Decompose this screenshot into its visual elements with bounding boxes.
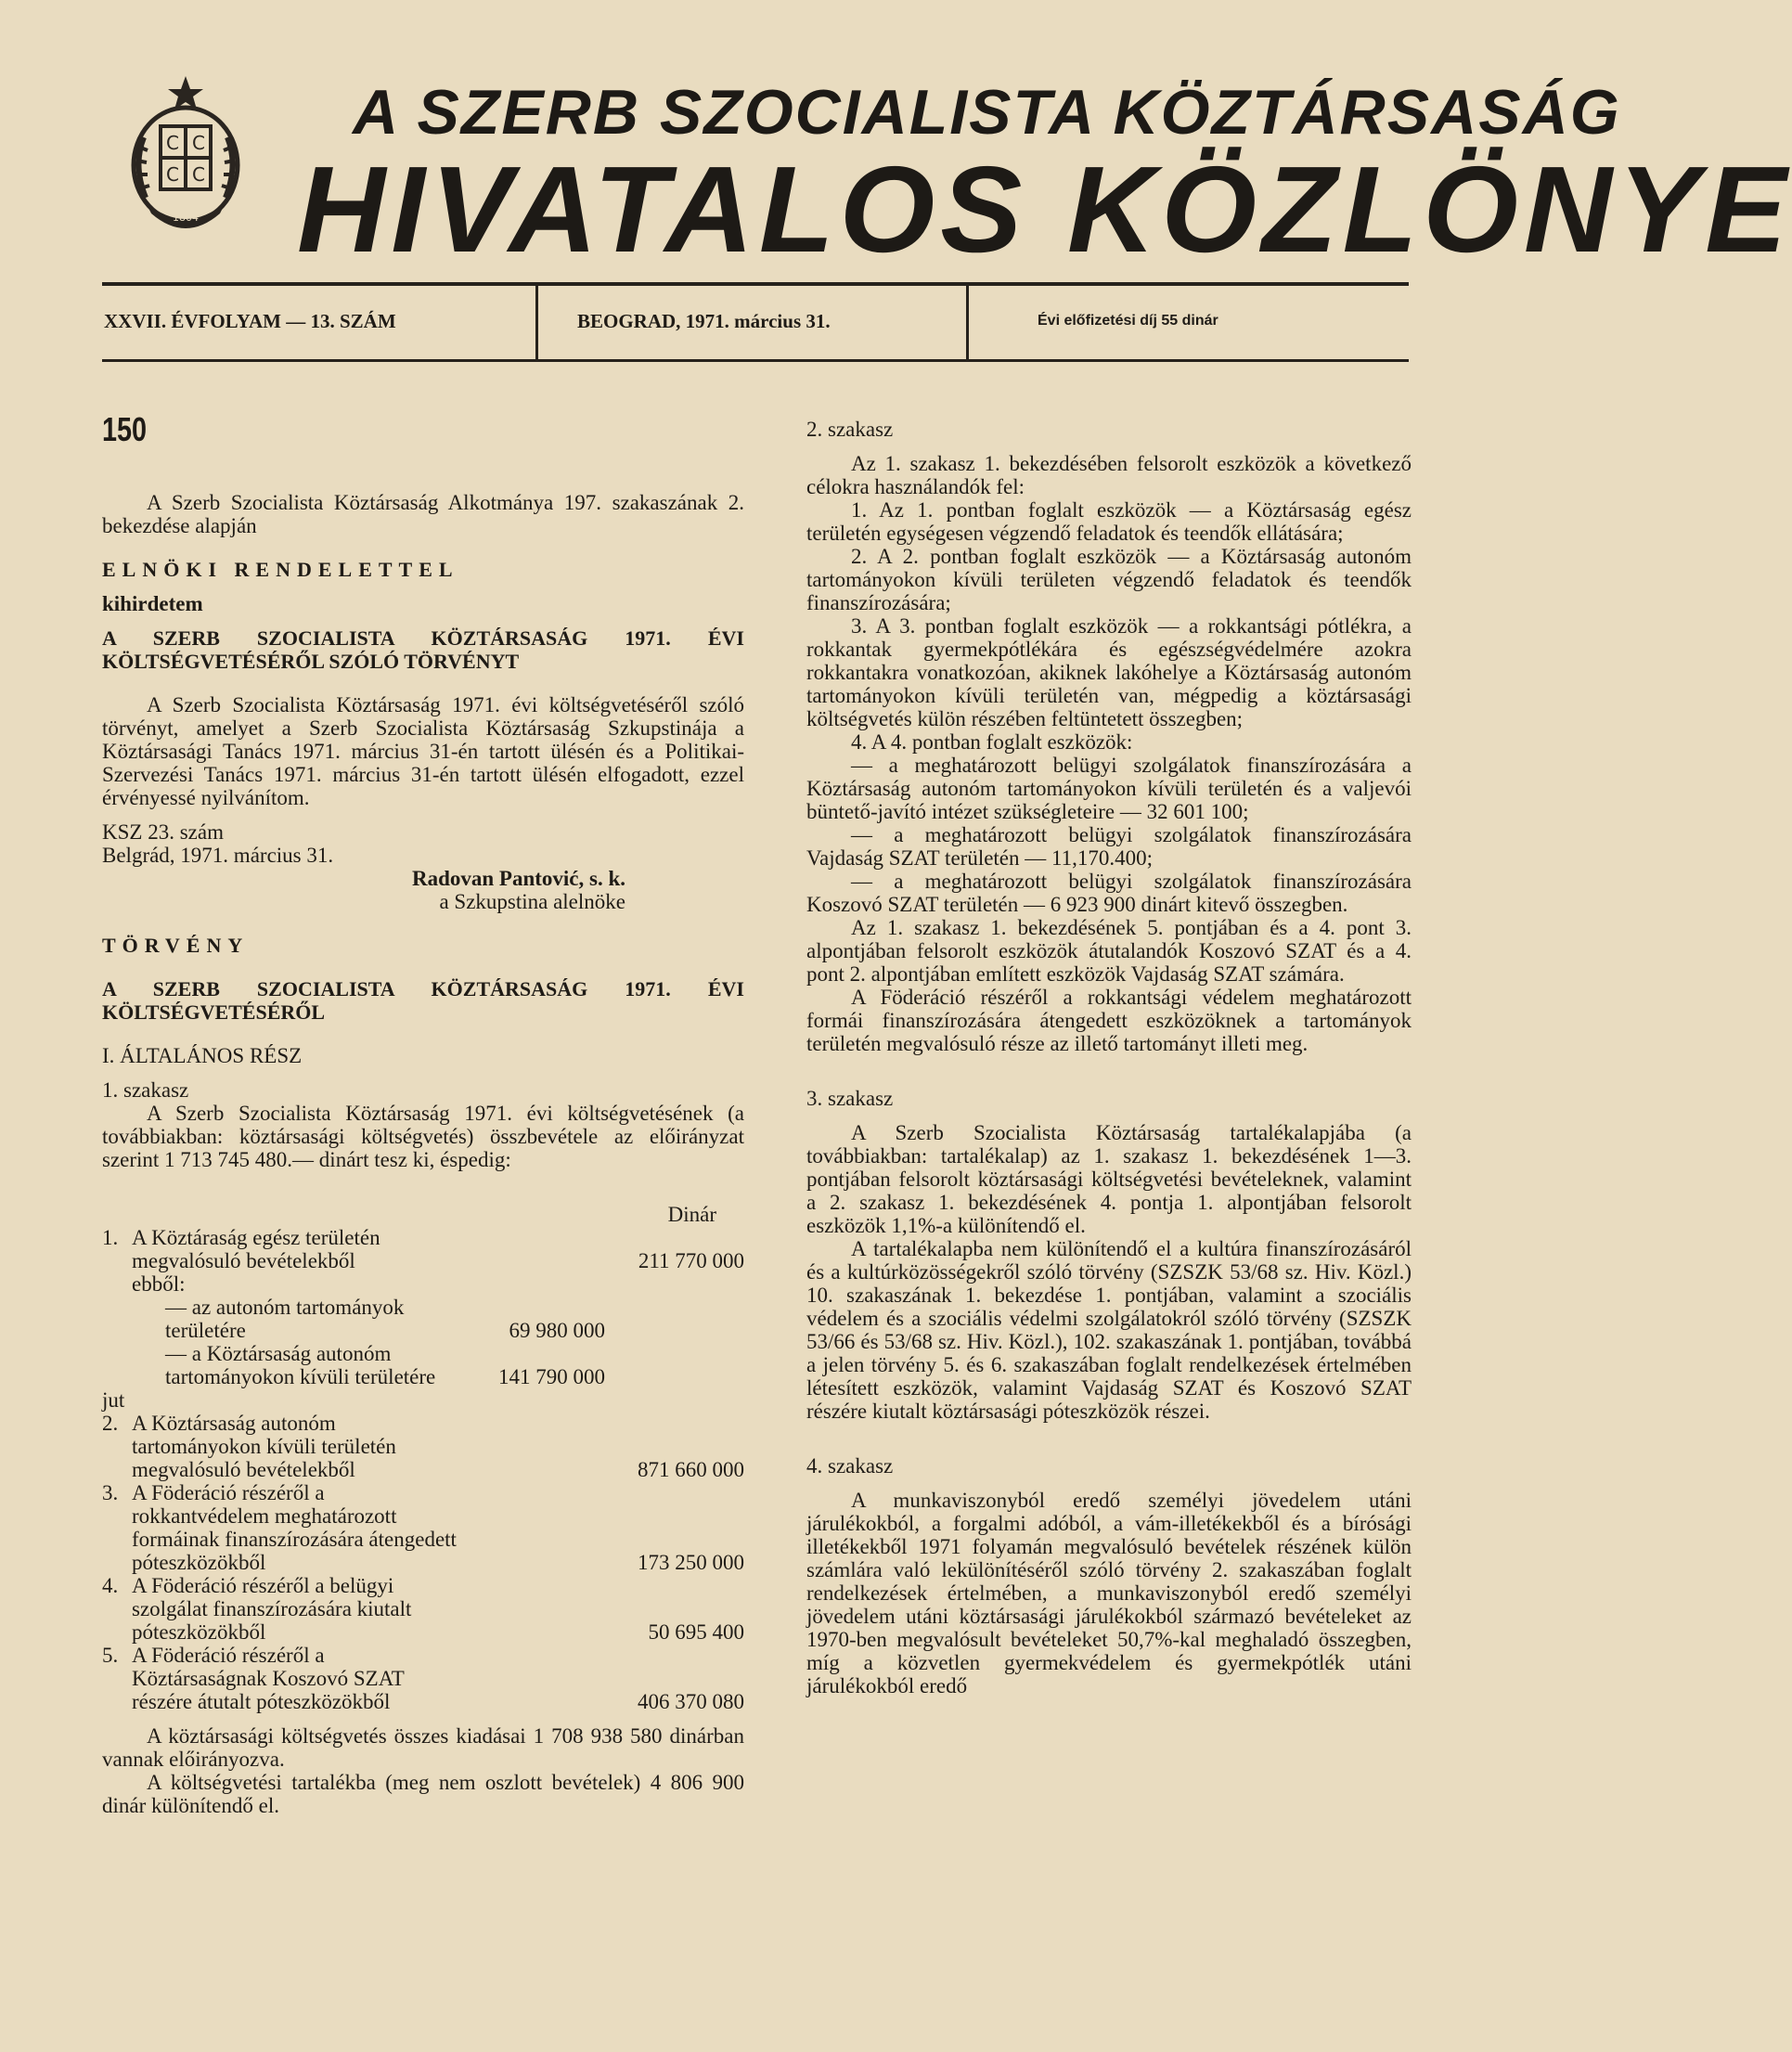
- law-title: A SZERB SZOCIALISTA KÖZTÁRSASÁG 1971. ÉVI KÖLTSÉGVETÉSÉRŐL: [102, 977, 744, 1024]
- expenditure-paragraph: A köztársasági költségvetés összes kiadásai 1 708 938 580 dinárban vannak előirányozva.: [102, 1724, 744, 1771]
- section3-paragraph: A Szerb Szocialista Köztársaság tartalékalapjába (a továbbiakban: tartalékalap) az 1. szakasz 1. bekezdésének 1—3. pontjában felsorolt köztársasági költségvetési bevételeknek, valamint a 2. szakasz 1. bekezdésének 4. pontja 1. alpontjában felsorolt eszközök 1,1%-a különítendő el.: [806, 1121, 1412, 1237]
- table-row: [102, 1272, 744, 1296]
- section2-paragraph: — a meghatározott belügyi szolgálatok finanszírozására a Köztársaság autonóm tartományokon kívüli területén és a valjevói büntető-javító intézet szükségleteire — 32 601 100;: [806, 754, 1412, 823]
- section2-paragraph: A Föderáció részéről a rokkantsági védelem meghatározott formái finanszírozására átengedett eszközöknek a tartományok területén megvalósuló része az illető tartományt illeti meg.: [806, 986, 1412, 1055]
- table-row: 4. A Föderáció részéről a belügyi szolgálat finanszírozására kiutalt póteszközökből 50 695 400: [102, 1574, 744, 1644]
- revenue-table: [102, 1226, 744, 1713]
- signature-place-date: Belgrád, 1971. március 31.: [102, 844, 334, 867]
- section2-paragraph: Az 1. szakasz 1. bekezdésének 5. pontjában és a 4. pont 3. alpontjában felsorolt eszközök átutalandók Koszovó SZAT és a 4. pont 2. alpontjában említett eszközök Vajdaság SZAT számára.: [806, 916, 1412, 986]
- section2-paragraph: — a meghatározott belügyi szolgálatok finanszírozására Vajdaság SZAT területén — 11,170.400;: [806, 823, 1412, 870]
- masthead-title-top: A SZERB SZOCIALISTA KÖZTÁRSASÁG: [353, 77, 1621, 148]
- law-title-promulgated: A SZERB SZOCIALISTA KÖZTÁRSASÁG 1971. ÉVI KÖLTSÉGVETÉSÉRŐL SZÓLÓ TÖRVÉNYT: [102, 626, 744, 673]
- svg-text:С: С: [192, 163, 205, 186]
- emblem-ribbon-text: 1804: [173, 212, 199, 224]
- table-row: 5. A Föderáció részéről a Köztársaságnak Koszovó SZAT részére átutalt póteszközökből 406 370 080: [102, 1644, 744, 1713]
- decree-heading: ELNÖKI RENDELETTEL: [102, 558, 459, 581]
- signer-title: a Szkupstina alelnöke: [439, 890, 625, 913]
- reserve-paragraph: A költségvetési tartalékba (meg nem oszlott bevételek) 4 806 900 dinár különítendő el.: [102, 1771, 744, 1817]
- signature-block: [102, 867, 744, 913]
- section2-paragraph: 1. Az 1. pontban foglalt eszközök — a Köztársaság egész területén egységesen végzendő feladatok és teendők ellátására;: [806, 498, 1412, 545]
- section4-paragraph: A munkaviszonyból eredő személyi jövedelem utáni járulékokból, a forgalmi adóból, a vám-illetékekből és a bírósági illetékekből 1971 folyamán megvalósuló bevételek részének külön számlára való lekülönítéséről szóló törvény 2. szakaszában foglalt rendelkezések értelmében, a munkaviszonyból eredő személyi jövedelem utáni köztársasági járulékokból származó bevételeket az 1970-ben megvalósult bevételeket 50,7%-kal meghaladó összegben, míg a közvetlen gyermekvédelem és gyermekpótlék utáni járulékokból eredő: [806, 1489, 1412, 1697]
- section2-paragraph: — a meghatározott belügyi szolgálatok finanszírozására Koszovó SZAT területén — 6 923 900 dinárt kitevő összegben.: [806, 870, 1412, 916]
- section3-paragraph: A tartalékalapba nem különítendő el a kultúra finanszírozásáról és a kultúrközösségekről szóló törvény (SZSZK 53/68 sz. Hiv. Közl.) 10. szakaszának 1. bekezdése 1. pontjában, valamint a szociális védelem és a szociális védelmi szolgálatokról szóló törvény (SZSZK 53/66 és 53/68 sz. Hiv. Közl.), 102. szakaszának 1. pontjában, továbbá a jelen törvény 5. és 6. szakaszában foglalt rendelkezések értelmében létesített eszközök, valamint Vajdaság SZAT és Koszovó SZAT részére kiutalt köztársasági póteszközök részei.: [806, 1237, 1412, 1423]
- item-label: A Föderáció részéről a belügyi szolgálat finanszírozására kiutalt póteszközökből: [132, 1574, 412, 1644]
- table-row: 3. A Föderáció részéről a rokkantvédelem meghatározott formáinak finanszírozására átengedett póteszközökből 173 250 000: [102, 1481, 744, 1574]
- law-heading: TÖRVÉNY: [102, 934, 250, 957]
- item-amount: 173 250 000: [638, 1551, 744, 1574]
- left-column: [102, 408, 744, 1817]
- coat-of-arms-icon: [123, 72, 249, 239]
- item-amount: 406 370 080: [638, 1690, 744, 1713]
- reference-number: KSZ 23. szám: [102, 820, 224, 844]
- issue-number: 150: [102, 410, 148, 448]
- section2-paragraph: Az 1. szakasz 1. bekezdésében felsorolt eszközök a következő célokra használandók fel:: [806, 452, 1412, 498]
- sub-item-amount: 141 790 000: [498, 1365, 605, 1388]
- sub-item-label: — a Köztársaság autonóm tartományokon kívüli területére: [165, 1342, 436, 1388]
- part-heading: I. ÁLTALÁNOS RÉSZ: [102, 1044, 303, 1067]
- masthead-top-rule: [102, 282, 1409, 286]
- table-row: 1. A Köztáraság egész területén megvalósuló bevételekből 211 770 000: [102, 1226, 744, 1272]
- section-heading: 2. szakasz: [806, 418, 894, 441]
- item-label: A Föderáció részéről a Köztársaságnak Koszovó SZAT részére átutalt póteszközökből: [132, 1644, 405, 1713]
- table-row: [102, 1388, 744, 1412]
- masthead-bottom-rule: [102, 359, 1409, 362]
- svg-text:С: С: [166, 132, 179, 154]
- subscription-price: Évi előfizetési díj 55 dinár: [1038, 313, 1218, 329]
- item-amount: 50 695 400: [648, 1620, 744, 1644]
- item-label: A Köztáraság egész területén megvalósuló bevételekből: [132, 1226, 380, 1272]
- table-row: [102, 1296, 744, 1342]
- section2-paragraph: 2. A 2. pontban foglalt eszközök — a Köztársaság autonóm tartományokon kívüli területen végzendő feladatok és teendők finanszírozására;: [806, 545, 1412, 614]
- section2-paragraph: 4. A 4. pontban foglalt eszközök:: [851, 730, 1133, 754]
- table-row: 2. A Köztársaság autonóm tartományokon kívüli területén megvalósuló bevételekből 871 660 000: [102, 1412, 744, 1481]
- section-heading: 1. szakasz: [102, 1078, 189, 1102]
- item-amount: 871 660 000: [638, 1458, 744, 1481]
- place-date: BEOGRAD, 1971. március 31.: [577, 310, 831, 332]
- promulgate-heading: kihirdetem: [102, 592, 203, 615]
- masthead-separator: [535, 286, 538, 360]
- right-column: [806, 418, 1412, 1697]
- item-amount: 211 770 000: [638, 1249, 744, 1272]
- section-heading: 3. szakasz: [806, 1087, 894, 1110]
- section2-paragraph: 3. A 3. pontban foglalt eszközök — a rokkantsági pótlékra, a rokkantak gyermekpótlékára és egészségvédelmére azokra rokkantakra vonatkozóan, akiknek lakóhelye a Köztársaság autonóm tartományokon kívüli területén van, mégpedig a köztársasági költségvetés külön részében feltüntetett összegben;: [806, 614, 1412, 730]
- promulgation-paragraph: A Szerb Szocialista Köztársaság 1971. évi költségvetéséről szóló törvényt, amelyet a Szerb Szocialista Köztársaság Szkupstinája a Köztársasági Tanács 1971. március 31-én tartott ülésén és a Politikai-Szervezési Tanács 1971. március 31-én tartott ülésén elfogadott, ezzel érvényessé nyilvánítom.: [102, 693, 744, 809]
- item-label: A Föderáció részéről a rokkantvédelem meghatározott formáinak finanszírozására átengedett póteszközökből: [132, 1481, 457, 1574]
- svg-text:С: С: [166, 163, 179, 186]
- sub-item-label: — az autonóm tartományok területére: [165, 1296, 405, 1342]
- section1-paragraph: A Szerb Szocialista Köztársaság 1971. évi költségvetésének (a továbbiakban: köztársasági költségvetés) összbevétele az előirányzat szerint 1 713 745 480.— dinárt tesz ki, éspedig:: [102, 1102, 744, 1171]
- item-label: A Köztársaság autonóm tartományokon kívüli területén megvalósuló bevételekből: [132, 1412, 396, 1481]
- svg-text:С: С: [192, 132, 205, 154]
- masthead-title-main: HIVATALOS KÖZLÖNYE: [297, 141, 1792, 277]
- volume-number: XXVII. ÉVFOLYAM — 13. SZÁM: [104, 310, 396, 332]
- item-label: ebből:: [132, 1272, 186, 1296]
- table-row: [102, 1342, 744, 1388]
- currency-column-header: Dinár: [667, 1203, 716, 1226]
- item-note: jut: [102, 1388, 125, 1412]
- intro-paragraph: A Szerb Szocialista Köztársaság Alkotmánya 197. szakaszának 2. bekezdése alapján: [102, 491, 744, 537]
- section-heading: 4. szakasz: [806, 1454, 894, 1478]
- signer-name: Radovan Pantović, s. k.: [411, 867, 625, 890]
- masthead-separator: [966, 286, 969, 360]
- sub-item-amount: 69 980 000: [509, 1319, 605, 1342]
